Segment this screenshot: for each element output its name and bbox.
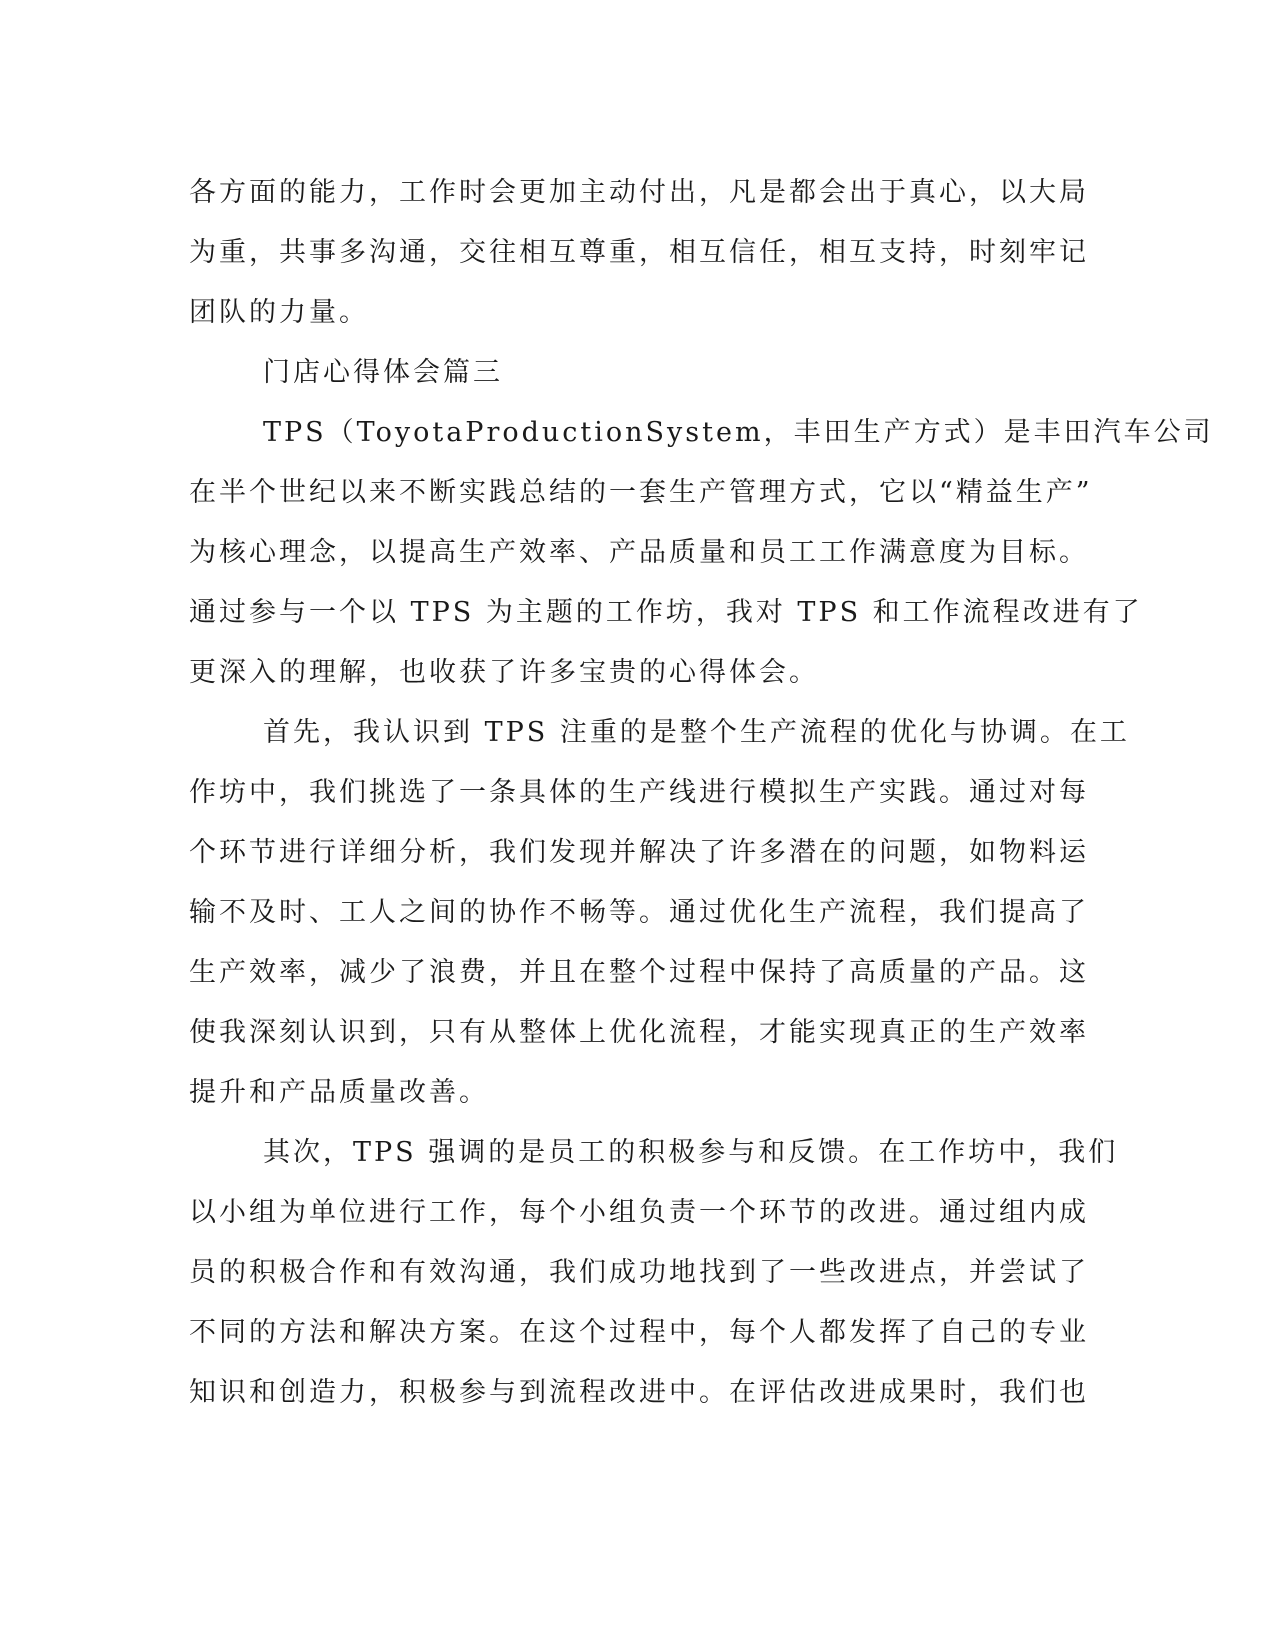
text-line: 提升和产品质量改善。: [189, 1077, 489, 1108]
text-line: 生产效率，减少了浪费，并且在整个过程中保持了高质量的产品。这: [189, 957, 1089, 988]
text-line: 各方面的能力，工作时会更加主动付出，凡是都会出于真心，以大局: [189, 177, 1089, 208]
text-line: 更深入的理解，也收获了许多宝贵的心得体会。: [189, 657, 819, 688]
text-line: 其次，TPS 强调的是员工的积极参与和反馈。在工作坊中，我们: [263, 1137, 1119, 1168]
text-line: 输不及时、工人之间的协作不畅等。通过优化生产流程，我们提高了: [189, 897, 1089, 928]
text-line: 团队的力量。: [189, 297, 369, 328]
text-line: 个环节进行详细分析，我们发现并解决了许多潜在的问题，如物料运: [189, 837, 1089, 868]
text-line: 以小组为单位进行工作，每个小组负责一个环节的改进。通过组内成: [189, 1197, 1089, 1228]
body-text: [189, 163, 1214, 1423]
text-line: 首先，我认识到 TPS 注重的是整个生产流程的优化与协调。在工: [263, 717, 1130, 748]
text-line: 不同的方法和解决方案。在这个过程中，每个人都发挥了自己的专业: [189, 1317, 1089, 1348]
section-heading: 门店心得体会篇三: [263, 357, 503, 388]
text-line: 员的积极合作和有效沟通，我们成功地找到了一些改进点，并尝试了: [189, 1257, 1089, 1288]
text-line: 在半个世纪以来不断实践总结的一套生产管理方式，它以“精益生产”: [189, 477, 1093, 508]
text-line: 为重，共事多沟通，交往相互尊重，相互信任，相互支持，时刻牢记: [189, 237, 1089, 268]
text-line: 知识和创造力，积极参与到流程改进中。在评估改进成果时，我们也: [189, 1377, 1089, 1408]
text-line: 使我深刻认识到，只有从整体上优化流程，才能实现真正的生产效率: [189, 1017, 1089, 1048]
text-line: 为核心理念，以提高生产效率、产品质量和员工工作满意度为目标。: [189, 537, 1089, 568]
text-line: 作坊中，我们挑选了一条具体的生产线进行模拟生产实践。通过对每: [189, 777, 1089, 808]
text-line: 通过参与一个以 TPS 为主题的工作坊，我对 TPS 和工作流程改进有了: [189, 597, 1143, 628]
text-line: TPS（ToyotaProductionSystem，丰田生产方式）是丰田汽车公司: [263, 417, 1214, 448]
